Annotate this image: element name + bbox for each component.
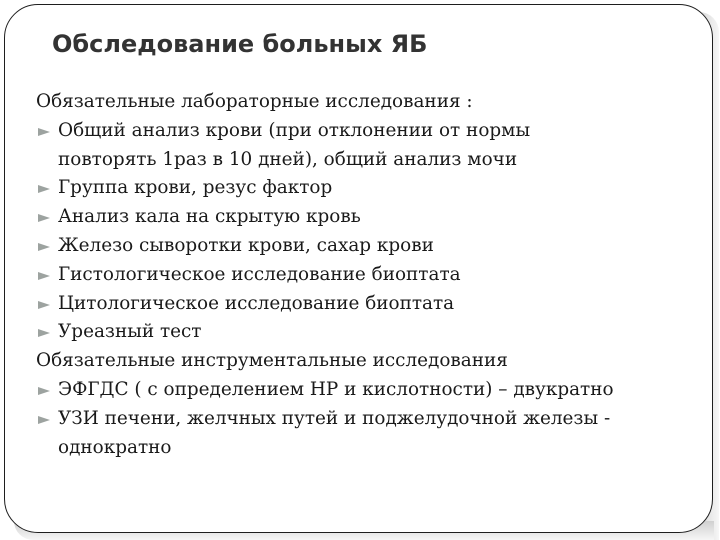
- lab-test-item: [36, 232, 704, 261]
- triangle-bullet-icon: [38, 185, 50, 193]
- list-item-text: Железо сыворотки крови, сахар крови: [58, 234, 434, 256]
- triangle-bullet-icon: [38, 416, 50, 424]
- slide-body: [36, 88, 704, 462]
- lab-tests-list: [36, 117, 704, 347]
- list-item-text: Цитологическое исследование биоптата: [58, 292, 455, 314]
- list-item-text: повторять 1раз в 10 дней), общий анализ мочи: [58, 148, 518, 170]
- triangle-bullet-icon: [38, 272, 50, 280]
- lab-test-item: [36, 203, 704, 232]
- triangle-bullet-icon: [38, 128, 50, 136]
- instrumental-test-item: [36, 376, 704, 405]
- lab-test-item: [36, 290, 704, 319]
- slide-title: Обследование больных ЯБ: [52, 30, 428, 58]
- instrumental-tests-list: [36, 376, 704, 462]
- list-item-text: однократно: [58, 436, 172, 458]
- triangle-bullet-icon: [38, 387, 50, 395]
- triangle-bullet-icon: [38, 214, 50, 222]
- list-item-text: Анализ кала на скрытую кровь: [58, 206, 361, 228]
- lab-test-item: [36, 261, 704, 290]
- list-item-text: Общий анализ крови (при отклонении от нормы: [58, 119, 531, 141]
- lab-test-item: [36, 117, 704, 175]
- triangle-bullet-icon: [38, 243, 50, 251]
- list-item-text: Группа крови, резус фактор: [58, 177, 333, 199]
- lab-test-item: [36, 174, 704, 203]
- list-item-text: Уреазный тест: [58, 321, 202, 343]
- triangle-bullet-icon: [38, 301, 50, 309]
- list-item-text: Гистологическое исследование биоптата: [58, 263, 461, 285]
- instrumental-tests-heading: Обязательные инструментальные исследования: [36, 350, 508, 372]
- triangle-bullet-icon: [38, 329, 50, 337]
- lab-tests-heading: Обязательные лабораторные исследования :: [36, 91, 473, 112]
- list-item-text: ЭФГДС ( с определением НР и кислотности) – двукратно: [58, 378, 614, 400]
- list-item-text: УЗИ печени, желчных путей и поджелудочной железы -: [58, 407, 611, 429]
- lab-test-item: [36, 318, 704, 347]
- instrumental-test-item: [36, 405, 704, 463]
